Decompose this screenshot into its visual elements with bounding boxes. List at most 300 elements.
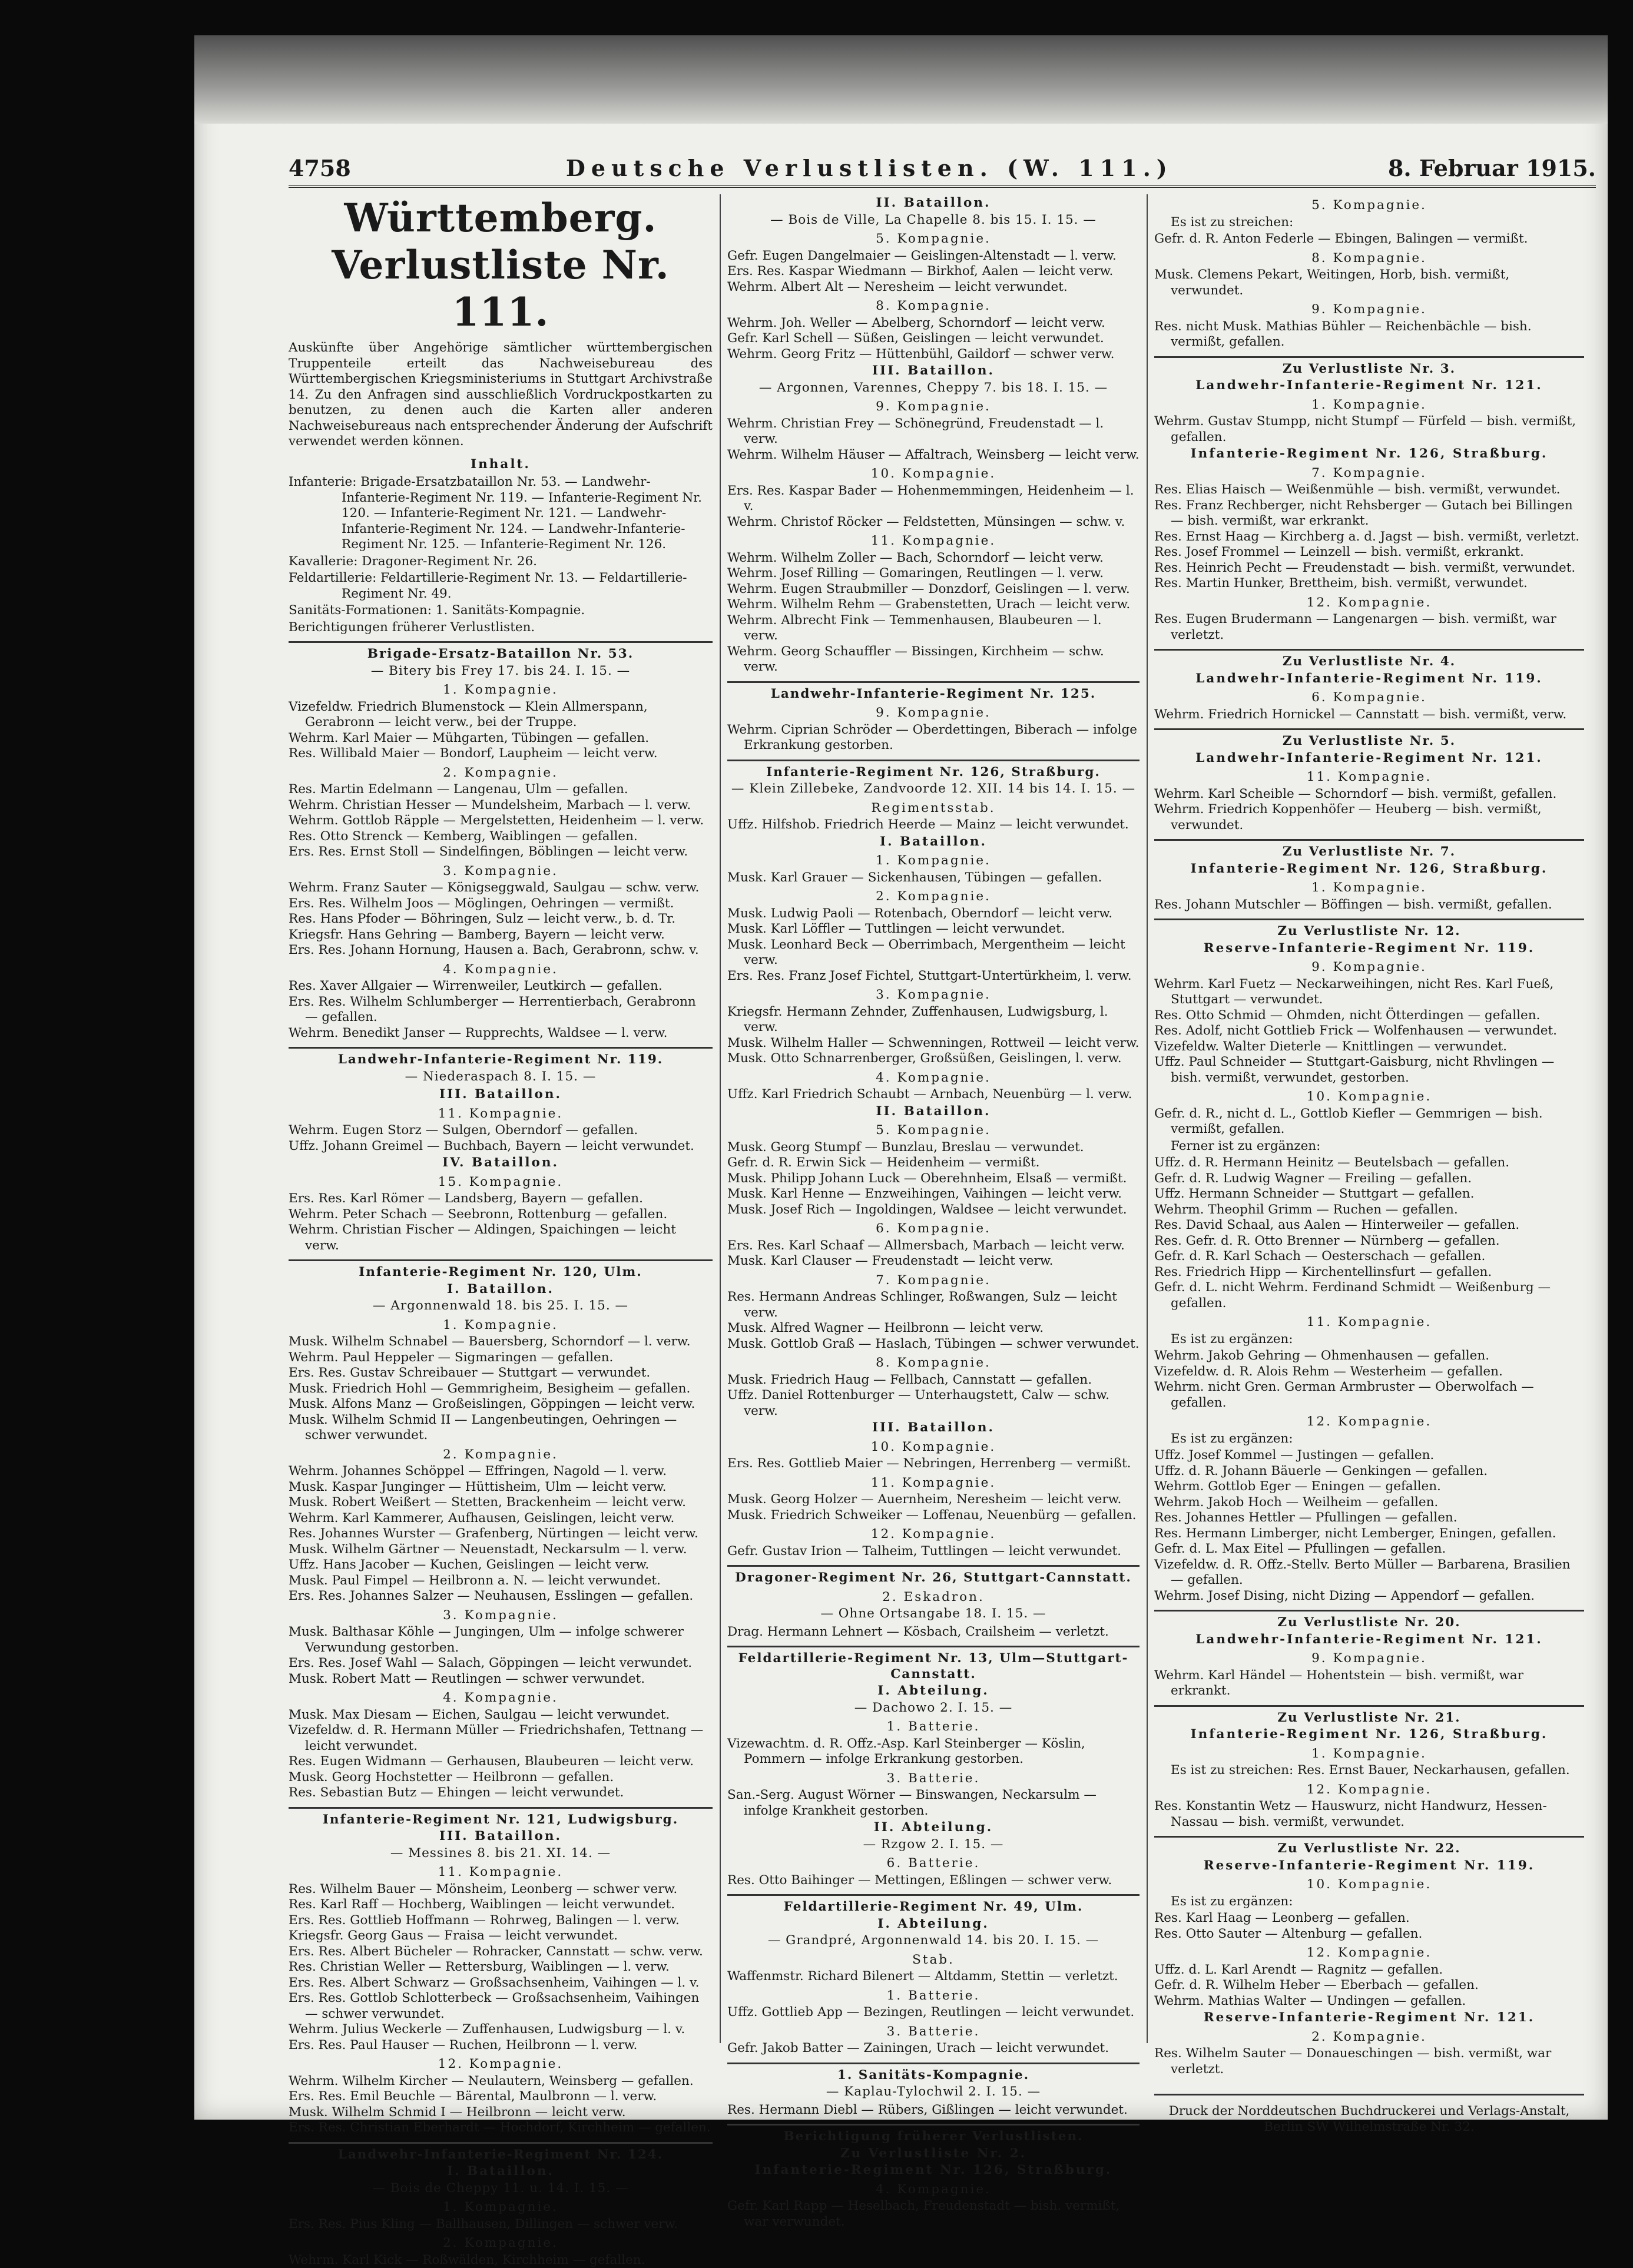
battalion-heading: I. Bataillon. — [289, 2164, 713, 2180]
casualty-entry: Uffz. d. R. Johann Bäuerle — Genkingen — gefallen. — [1154, 1464, 1584, 1480]
casualty-list — [727, 416, 1140, 463]
casualty-entry: Res. Konstantin Wetz — Hauswurz, nicht Handwurz, Hessen-Nassau — bish. vermißt, verwundet. — [1154, 1799, 1584, 1830]
note-line: Es ist zu ergänzen: — [1154, 1894, 1584, 1910]
casualty-entry: Wehrm. Jakob Hoch — Weilheim — gefallen. — [1154, 1495, 1584, 1511]
casualty-entry: Wehrm. Georg Schauffler — Bissingen, Kirchheim — schw. verw. — [727, 644, 1140, 675]
casualty-entry: Res. Christian Weller — Rettersburg, Waiblingen — l. verw. — [289, 1959, 713, 1975]
company-heading: 1. Kompagnie. — [1154, 397, 1584, 413]
company-heading: 12. Kompagnie. — [1154, 1414, 1584, 1430]
casualty-entry: Wehrm. Eugen Straubmiller — Donzdorf, Geislingen — l. verw. — [727, 582, 1140, 598]
casualty-entry: Wehrm. Wilhelm Zoller — Bach, Schorndorf — leicht verw. — [727, 551, 1140, 566]
note-line: Es ist zu ergänzen: — [1154, 1431, 1584, 1447]
casualty-entry: Ers. Res. Kaspar Wiedmann — Birkhof, Aalen — leicht verw. — [727, 264, 1140, 280]
casualty-entry: Wehrm. Gustav Stumpp, nicht Stumpf — Fürfeld — bish. vermißt, gefallen. — [1154, 414, 1584, 445]
battalion-heading: III. Bataillon. — [289, 1829, 713, 1845]
page-number: 4758 — [289, 155, 351, 181]
casualty-entry: Musk. Otto Schnarrenberger, Großsüßen, Geislingen, l. verw. — [727, 1051, 1140, 1067]
casualty-entry: Res. Hermann Diebl — Rübers, Gißlingen — leicht verwundet. — [727, 2103, 1140, 2118]
casualty-entry: Gefr. Karl Rapp — Heselbach, Freudenstadt — bish. vermißt, war verwundet. — [727, 2199, 1140, 2230]
company-heading: 12. Kompagnie. — [289, 2057, 713, 2073]
battalion-heading: I. Bataillon. — [727, 834, 1140, 850]
regiment-heading: Landwehr-Infanterie-Regiment Nr. 121. — [1154, 751, 1584, 767]
regiment-heading: Infanterie-Regiment Nr. 126, Straßburg. — [1154, 861, 1584, 877]
company-heading: 7. Kompagnie. — [727, 1273, 1140, 1289]
column-rule — [1147, 194, 1148, 2043]
casualty-entry: Res. Ernst Haag — Kirchberg a. d. Jagst — bish. vermißt, verletzt. — [1154, 529, 1584, 545]
casualty-list — [727, 1969, 1140, 1985]
casualty-list — [727, 1140, 1140, 1218]
battalion-heading: IV. Bataillon. — [289, 1155, 713, 1171]
company-heading: 1. Kompagnie. — [1154, 1746, 1584, 1762]
casualty-entry: Musk. Karl Henne — Enzweihingen, Vaihingen — leicht verw. — [727, 1186, 1140, 1202]
casualty-entry: Wehrm. Gottlob Räpple — Mergelstetten, Heidenheim — l. verw. — [289, 813, 713, 829]
casualty-entry: Res. Elias Haisch — Weißenmühle — bish. vermißt, verwundet. — [1154, 482, 1584, 498]
company-heading: 10. Kompagnie. — [1154, 1877, 1584, 1893]
casualty-entry: Musk. Philipp Johann Luck — Oberehnheim, Elsaß — vermißt. — [727, 1171, 1140, 1187]
casualty-entry: Wehrm. Eugen Storz — Sulgen, Oberndorf — gefallen. — [289, 1123, 713, 1139]
company-heading: 11. Kompagnie. — [289, 1865, 713, 1881]
company-heading: 3. Kompagnie. — [289, 864, 713, 880]
casualty-entry: Ers. Res. Pius Kling — Ballhausen, Dillingen — schwer verw. — [289, 2217, 713, 2233]
contents-item: Infanterie: Brigade-Ersatzbataillon Nr. 53. — Landwehr-Infanterie-Regiment Nr. 119. — Infanterie-Regiment Nr. 120. — Infanterie-Regiment Nr. 121. — Landwehr-Infanterie-Regiment Nr. 124. — Landwehr-Infanterie-Regiment Nr. 125. — Infanterie-Regiment Nr. 126. — [289, 475, 713, 553]
casualty-entry: Wehrm. Karl Händel — Hohentstein — bish. vermißt, war erkrankt. — [1154, 1668, 1584, 1699]
casualty-list — [727, 817, 1140, 833]
regiment-heading: Infanterie-Regiment Nr. 126, Straßburg. — [1154, 1727, 1584, 1743]
casualty-entry: Musk. Karl Löffler — Tuttlingen — leicht verwundet. — [727, 921, 1140, 937]
casualty-list — [289, 699, 713, 762]
casualty-entry: Musk. Alfred Wagner — Heilbronn — leicht verw. — [727, 1321, 1140, 1337]
section-heading: Landwehr-Infanterie-Regiment Nr. 124. — [289, 2142, 713, 2163]
casualty-list — [727, 1873, 1140, 1889]
company-heading: 2. Kompagnie. — [289, 1447, 713, 1463]
location-line: — Kaplau-Tylochwil 2. I. 15. — — [727, 2084, 1140, 2100]
casualty-entry: Musk. Paul Fimpel — Heilbronn a. N. — leicht verwundet. — [289, 1573, 713, 1589]
casualty-entry: Vizefeldw. d. R. Offz.-Stellv. Berto Müller — Barbarena, Brasilien — gefallen. — [1154, 1557, 1584, 1589]
casualty-entry: Wehrm. Karl Maier — Mühgarten, Tübingen — gefallen. — [289, 731, 713, 747]
casualty-entry: Wehrm. Albrecht Fink — Temmenhausen, Blaubeuren — l. verw. — [727, 613, 1140, 644]
casualty-entry: Vizefeldw. Friedrich Blumenstock — Klein Allmerspann, Gerabronn — leicht verw., bei der Truppe. — [289, 699, 713, 731]
contents-item: Sanitäts-Formationen: 1. Sanitäts-Kompagnie. — [289, 603, 713, 619]
company-heading: 7. Kompagnie. — [1154, 466, 1584, 482]
section-heading: 1. Sanitäts-Kompagnie. — [727, 2063, 1140, 2084]
staff-heading: Stab. — [727, 1952, 1140, 1968]
casualty-entry: Ers. Res. Gottlieb Hoffmann — Rohrweg, Balingen — l. verw. — [289, 1913, 713, 1929]
casualty-list — [289, 880, 713, 959]
casualty-entry: Ers. Res. Gottlob Schlotterbeck — Großsachsenheim, Vaihingen — schwer verwundet. — [289, 1991, 713, 2022]
casualty-entry: Wehrm. Wilhelm Kircher — Neulautern, Weinsberg — gefallen. — [289, 2074, 713, 2090]
corrections-heading: Berichtigung früherer Verlustlisten. — [727, 2124, 1140, 2145]
casualty-entry: Res. Xaver Allgaier — Wirrenweiler, Leutkirch — gefallen. — [289, 979, 713, 994]
list-title: Württemberg. Verlustliste Nr. 111. — [289, 194, 713, 336]
battalion-heading: III. Bataillon. — [289, 1087, 713, 1103]
casualty-entry: Kriegsfr. Hans Gehring — Bamberg, Bayern — leicht verw. — [289, 927, 713, 943]
casualty-entry: Wehrm. Mathias Walter — Undingen — gefallen. — [1154, 1994, 1584, 2010]
casualty-list — [1154, 1106, 1584, 1138]
section-heading: Landwehr-Infanterie-Regiment Nr. 125. — [727, 681, 1140, 702]
battery-heading: 1. Batterie. — [727, 1719, 1140, 1735]
casualty-list — [289, 1464, 713, 1604]
casualty-entry: Res. Martin Hunker, Brettheim, bish. vermißt, verwundet. — [1154, 576, 1584, 592]
casualty-entry: Gefr. d. L. Max Eitel — Pfullingen — gefallen. — [1154, 1541, 1584, 1557]
casualty-entry: Res. Otto Schmid — Ohmden, nicht Ötterdingen — gefallen. — [1154, 1008, 1584, 1024]
casualty-entry: Wehrm. Karl Kick — Roßwälden, Kirchheim — gefallen. — [289, 2253, 713, 2268]
casualty-entry: Res. Johannes Hettler — Pfullingen — gefallen. — [1154, 1510, 1584, 1526]
casualty-entry: Wehrm. Christian Frey — Schönegründ, Freudenstadt — l. verw. — [727, 416, 1140, 447]
casualty-list — [727, 1238, 1140, 1269]
company-heading: 2. Kompagnie. — [289, 2236, 713, 2252]
column-2 — [727, 194, 1140, 2043]
battalion-heading: III. Bataillon. — [727, 363, 1140, 379]
casualty-list — [289, 1123, 713, 1154]
contents-item: Kavallerie: Dragoner-Regiment Nr. 26. — [289, 554, 713, 570]
casualty-entry: Res. Friedrich Hipp — Kirchentellinsfurt — gefallen. — [1154, 1265, 1584, 1281]
casualty-entry: Res. Eugen Widmann — Gerhausen, Blaubeuren — leicht verw. — [289, 1754, 713, 1770]
casualty-list — [727, 551, 1140, 675]
contents-heading: Inhalt. — [289, 457, 713, 473]
squadron-heading: 2. Eskadron. — [727, 1590, 1140, 1606]
casualty-entry: Vizewachtm. d. R. Offz.-Asp. Karl Steinberger — Köslin, Pommern — infolge Erkrankung gestorben. — [727, 1736, 1140, 1768]
casualty-entry: Res. Franz Rechberger, nicht Rehsberger — Gutach bei Billingen — bish. vermißt, war erkrankt. — [1154, 498, 1584, 529]
publication-title: Deutsche Verlustlisten. (W. 111.) — [566, 155, 1173, 181]
battalion-heading: II. Bataillon. — [727, 1104, 1140, 1120]
company-heading: 1. Kompagnie. — [289, 1318, 713, 1334]
company-heading: 3. Kompagnie. — [727, 987, 1140, 1003]
casualty-entry: Res. Martin Edelmann — Langenau, Ulm — gefallen. — [289, 782, 713, 798]
section-heading: Infanterie-Regiment Nr. 126, Straßburg. — [727, 760, 1140, 781]
battalion-heading: I. Bataillon. — [289, 1282, 713, 1298]
casualty-list — [289, 2253, 713, 2268]
casualty-entry: Uffz. d. R. Hermann Heinitz — Beutelsbach — gefallen. — [1154, 1155, 1584, 1171]
casualty-list — [727, 2005, 1140, 2021]
casualty-entry: Ers. Res. Christian Eberhardt — Hochdorf, Kirchheim — gefallen. — [289, 2120, 713, 2136]
casualty-list — [1154, 231, 1584, 247]
section-heading: Feldartillerie-Regiment Nr. 49, Ulm. — [727, 1894, 1140, 1915]
casualty-entry: Musk. Wilhelm Schmid I — Heilbronn — leicht verw. — [289, 2105, 713, 2121]
casualty-entry: Musk. Friedrich Hohl — Gemmrigheim, Besigheim — gefallen. — [289, 1381, 713, 1397]
company-heading: 4. Kompagnie. — [727, 1070, 1140, 1086]
regiment-heading: Infanterie-Regiment Nr. 126, Straßburg. — [727, 2163, 1140, 2179]
reference-heading: Zu Verlustliste Nr. 7. — [1154, 839, 1584, 860]
company-heading: 1. Kompagnie. — [289, 2200, 713, 2216]
company-heading: 1. Kompagnie. — [727, 853, 1140, 869]
casualty-list — [727, 248, 1140, 296]
casualty-entry: Ers. Res. Emil Beuchle — Bärental, Maulbronn — l. verw. — [289, 2089, 713, 2105]
casualty-entry: Drag. Hermann Lehnert — Kösbach, Crailsheim — verletzt. — [727, 1624, 1140, 1640]
casualty-entry: Uffz. d. L. Karl Arendt — Ragnitz — gefallen. — [1154, 1962, 1584, 1978]
casualty-list — [727, 1736, 1140, 1768]
casualty-list — [289, 979, 713, 1041]
casualty-entry: Res. Wilhelm Sauter — Donaueschingen — bish. vermißt, war verletzt. — [1154, 2046, 1584, 2077]
casualty-entry: Musk. Wilhelm Haller — Schwenningen, Rottweil — leicht verw. — [727, 1036, 1140, 1052]
note-line: Es ist zu streichen: — [1154, 215, 1584, 231]
contents-list — [289, 475, 713, 635]
casualty-entry: Uffz. Johann Greimel — Buchbach, Bayern — leicht verwundet. — [289, 1139, 713, 1155]
section-heading: Infanterie-Regiment Nr. 121, Ludwigsburg. — [289, 1807, 713, 1828]
company-heading: 9. Kompagnie. — [1154, 302, 1584, 318]
company-heading: 8. Kompagnie. — [727, 299, 1140, 314]
location-line: — Dachowo 2. I. 15. — — [727, 1700, 1140, 1716]
division-heading: I. Abteilung. — [727, 1683, 1140, 1699]
casualty-list — [1154, 897, 1584, 913]
casualty-entry: Ers. Res. Josef Wahl — Salach, Göppingen — leicht verwundet. — [289, 1656, 713, 1672]
casualty-entry: Gefr. d. R. Anton Federle — Ebingen, Balingen — vermißt. — [1154, 231, 1584, 247]
casualty-list — [1154, 1448, 1584, 1604]
casualty-entry: Musk. Ludwig Paoli — Rotenbach, Oberndorf — leicht verw. — [727, 906, 1140, 922]
page-top-shadow — [194, 35, 1608, 124]
regiment-heading: Landwehr-Infanterie-Regiment Nr. 119. — [1154, 671, 1584, 687]
casualty-entry: Musk. Wilhelm Schnabel — Bauersberg, Schorndorf — l. verw. — [289, 1334, 713, 1350]
casualty-entry: Res. Eugen Brudermann — Langenargen — bish. vermißt, war verletzt. — [1154, 612, 1584, 643]
casualty-entry: Gefr. d. L. nicht Wehrm. Ferdinand Schmidt — Weißenburg — gefallen. — [1154, 1280, 1584, 1311]
casualty-entry: Wehrm. Wilhelm Häuser — Affaltrach, Weinsberg — leicht verw. — [727, 447, 1140, 463]
company-heading: 1. Kompagnie. — [289, 682, 713, 698]
battalion-heading: II. Bataillon. — [727, 195, 1140, 211]
reference-heading: Zu Verlustliste Nr. 4. — [1154, 649, 1584, 670]
casualty-entry: Ers. Res. Johann Hornung, Hausen a. Bach, Gerabronn, schw. v. — [289, 943, 713, 959]
battery-heading: 6. Batterie. — [727, 1856, 1140, 1872]
reference-heading: Zu Verlustliste Nr. 2. — [727, 2146, 1140, 2162]
casualty-list — [727, 1087, 1140, 1103]
casualty-list — [289, 1334, 713, 1444]
casualty-entry: Res. Adolf, nicht Gottlieb Frick — Wolfenhausen — verwundet. — [1154, 1023, 1584, 1039]
casualty-entry: Wehrm. Gottlob Eger — Eningen — gefallen. — [1154, 1479, 1584, 1495]
casualty-entry: Uffz. Hans Jacober — Kuchen, Geislingen — leicht verw. — [289, 1557, 713, 1573]
casualty-entry: Ers. Res. Ernst Stoll — Sindelfingen, Böblingen — leicht verw. — [289, 844, 713, 860]
contents-item: Berichtigungen früherer Verlustlisten. — [289, 620, 713, 636]
casualty-entry: Wehrm. Benedikt Janser — Rupprechts, Waldsee — l. verw. — [289, 1026, 713, 1042]
casualty-entry: Musk. Wilhelm Gärtner — Neuenstadt, Neckarsulm — l. verw. — [289, 1542, 713, 1558]
company-heading: 10. Kompagnie. — [727, 1440, 1140, 1455]
casualty-entry: Wehrm. Christian Hesser — Mundelsheim, Marbach — l. verw. — [289, 798, 713, 814]
casualty-entry: Res. Hermann Andreas Schlinger, Roßwangen, Sulz — leicht verw. — [727, 1289, 1140, 1321]
casualty-entry: Musk. Robert Weißert — Stetten, Brackenheim — leicht verw. — [289, 1495, 713, 1511]
casualty-list — [1154, 1962, 1584, 2010]
reference-heading: Zu Verlustliste Nr. 20. — [1154, 1610, 1584, 1631]
reference-heading: Zu Verlustliste Nr. 3. — [1154, 356, 1584, 377]
company-heading: 15. Kompagnie. — [289, 1175, 713, 1191]
division-heading: I. Abteilung. — [727, 1916, 1140, 1932]
note-line: Es ist zu ergänzen: — [1154, 1332, 1584, 1348]
casualty-list — [289, 1707, 713, 1801]
reference-heading: Zu Verlustliste Nr. 12. — [1154, 919, 1584, 940]
casualty-entry: Vizefeldw. d. R. Hermann Müller — Friedrichshafen, Tettnang — leicht verwundet. — [289, 1723, 713, 1754]
location-line: — Grandpré, Argonnenwald 14. bis 20. I. 15. — — [727, 1933, 1140, 1949]
company-heading: 5. Kompagnie. — [727, 231, 1140, 247]
casualty-entry: Ers. Res. Karl Schaaf — Allmersbach, Marbach — leicht verw. — [727, 1238, 1140, 1254]
regiment-heading: Landwehr-Infanterie-Regiment Nr. 121. — [1154, 1632, 1584, 1648]
casualty-list — [1154, 482, 1584, 592]
casualty-list — [727, 1289, 1140, 1352]
casualty-entry: Wehrm. Karl Scheible — Schorndorf — bish. vermißt, gefallen. — [1154, 787, 1584, 803]
company-heading: 2. Kompagnie. — [727, 889, 1140, 905]
company-heading: 4. Kompagnie. — [289, 962, 713, 978]
company-heading: 4. Kompagnie. — [289, 1690, 713, 1706]
casualty-list — [727, 2041, 1140, 2057]
intro-paragraph: Auskünfte über Angehörige sämtlicher württembergischen Truppenteile erteilt das Nachweisebureau des Württembergischen Kriegsministeriums in Stuttgart Archivstraße 14. Zu den Anfragen sind ausschließlich Vordruckpostkarten zu benutzen, zu denen auch die Karten aller anderen Nachweisebureaus nach entsprechender Änderung der Aufschrift verwendet werden können. — [289, 340, 713, 450]
column-3 — [1154, 194, 1584, 2043]
casualty-entry: Wehrm. Josef Rilling — Gomaringen, Reutlingen — l. verw. — [727, 566, 1140, 582]
note-line: Ferner ist zu ergänzen: — [1154, 1139, 1584, 1155]
casualty-list — [727, 1004, 1140, 1067]
casualty-entry: Musk. Georg Hochstetter — Heilbronn — gefallen. — [289, 1770, 713, 1786]
company-heading: 9. Kompagnie. — [1154, 1651, 1584, 1667]
casualty-entry: Musk. Leonhard Beck — Oberrimbach, Mergentheim — leicht verw. — [727, 937, 1140, 969]
casualty-entry: Uffz. Daniel Rottenburger — Unterhaugstett, Calw — schw. verw. — [727, 1388, 1140, 1419]
casualty-list — [289, 2074, 713, 2136]
company-heading: 12. Kompagnie. — [1154, 1945, 1584, 1961]
casualty-entry: Wehrm. Josef Dising, nicht Dizing — Appendorf — gefallen. — [1154, 1589, 1584, 1604]
casualty-entry: Ers. Res. Johannes Salzer — Neuhausen, Esslingen — gefallen. — [289, 1589, 713, 1604]
casualty-list — [727, 906, 1140, 984]
company-heading: 12. Kompagnie. — [727, 1527, 1140, 1543]
casualty-entry: San.-Serg. August Wörner — Binswangen, Neckarsulm — infolge Krankheit gestorben. — [727, 1788, 1140, 1819]
casualty-entry: Res. Willibald Maier — Bondorf, Laupheim — leicht verw. — [289, 746, 713, 762]
casualty-list — [1154, 2046, 1584, 2077]
casualty-list — [289, 2217, 713, 2233]
casualty-entry: Res. David Schaal, aus Aalen — Hinterweiler — gefallen. — [1154, 1218, 1584, 1234]
casualty-entry: Musk. Balthasar Köhle — Jungingen, Ulm — infolge schwerer Verwundung gestorben. — [289, 1624, 713, 1656]
casualty-entry: Musk. Karl Clauser — Freudenstadt — leicht verw. — [727, 1254, 1140, 1269]
casualty-entry: Res. Hermann Limberger, nicht Lemberger, Eningen, gefallen. — [1154, 1526, 1584, 1542]
casualty-list — [727, 2199, 1140, 2230]
casualty-entry: Musk. Friedrich Schweiker — Loffenau, Neuenbürg — gefallen. — [727, 1508, 1140, 1524]
casualty-list — [1154, 612, 1584, 643]
casualty-entry: Musk. Friedrich Haug — Fellbach, Cannstatt — gefallen. — [727, 1372, 1140, 1388]
casualty-entry: Gefr. d. R. Ludwig Wagner — Freiling — gefallen. — [1154, 1171, 1584, 1187]
casualty-list — [1154, 319, 1584, 350]
location-line: — Argonnenwald 18. bis 25. I. 15. — — [289, 1298, 713, 1314]
casualty-entry: Gefr. Eugen Dangelmaier — Geislingen-Altenstadt — l. verw. — [727, 248, 1140, 264]
location-line: — Niederaspach 8. I. 15. — — [289, 1069, 713, 1085]
casualty-entry: Wehrm. Wilhelm Rehm — Grabenstetten, Urach — leicht verw. — [727, 597, 1140, 613]
company-heading: 11. Kompagnie. — [727, 1475, 1140, 1491]
casualty-entry: Ers. Res. Paul Hauser — Ruchen, Heilbronn — l. verw. — [289, 2038, 713, 2054]
casualty-entry: Musk. Georg Stumpf — Bunzlau, Breslau — verwundet. — [727, 1140, 1140, 1156]
casualty-list — [1154, 707, 1584, 723]
casualty-entry: Ers. Res. Albert Bücheler — Rohracker, Cannstatt — schw. verw. — [289, 1944, 713, 1960]
casualty-entry: Wehrm. Karl Fuetz — Neckarweihingen, nicht Res. Karl Fueß, Stuttgart — verwundet. — [1154, 977, 1584, 1008]
regiment-heading: Reserve-Infanterie-Regiment Nr. 119. — [1154, 1858, 1584, 1874]
casualty-entry: Res. Otto Baihinger — Mettingen, Eßlingen — schwer verw. — [727, 1873, 1140, 1889]
location-line: — Messines 8. bis 21. XI. 14. — — [289, 1846, 713, 1862]
company-heading: 6. Kompagnie. — [727, 1221, 1140, 1237]
company-heading: 11. Kompagnie. — [289, 1106, 713, 1122]
casualty-entry: Wehrm. Albert Alt — Neresheim — leicht verwundet. — [727, 280, 1140, 296]
casualty-entry: Musk. Georg Holzer — Auernheim, Neresheim — leicht verw. — [727, 1492, 1140, 1508]
casualty-entry: Res. Sebastian Butz — Ehingen — leicht verwundet. — [289, 1785, 713, 1801]
company-heading: 9. Kompagnie. — [727, 705, 1140, 721]
casualty-entry: Res. Heinrich Pecht — Freudenstadt — bish. vermißt, verwundet. — [1154, 561, 1584, 576]
casualty-list — [727, 1456, 1140, 1472]
location-line: — Bois de Cheppy 11. u. 14. I. 15. — — [289, 2181, 713, 2197]
casualty-list — [289, 782, 713, 860]
casualty-list — [1154, 977, 1584, 1086]
location-line: — Bitery bis Frey 17. bis 24. I. 15. — — [289, 664, 713, 679]
battalion-heading: III. Bataillon. — [727, 1420, 1140, 1436]
column-rule — [720, 194, 721, 2043]
company-heading: 9. Kompagnie. — [1154, 960, 1584, 976]
casualty-entry: Kriegsfr. Georg Gaus — Fraisa — leicht verwundet. — [289, 1928, 713, 1944]
casualty-entry: Res. Johann Mutschler — Böffingen — bish. vermißt, gefallen. — [1154, 897, 1584, 913]
casualty-list — [1154, 787, 1584, 834]
casualty-list — [727, 483, 1140, 530]
company-heading: 12. Kompagnie. — [1154, 1782, 1584, 1798]
page-header — [289, 150, 1596, 188]
casualty-entry: Wehrm. Theophil Grimm — Ruchen — gefallen. — [1154, 1202, 1584, 1218]
casualty-entry: Res. nicht Musk. Mathias Bühler — Reichenbächle — bish. vermißt, gefallen. — [1154, 319, 1584, 350]
location-line: — Argonnen, Varennes, Cheppy 7. bis 18. I. 15. — — [727, 380, 1140, 396]
casualty-list — [727, 1544, 1140, 1560]
regiment-heading: Reserve-Infanterie-Regiment Nr. 119. — [1154, 941, 1584, 957]
regiment-heading: Landwehr-Infanterie-Regiment Nr. 121. — [1154, 378, 1584, 394]
section-heading: Landwehr-Infanterie-Regiment Nr. 119. — [289, 1047, 713, 1068]
casualty-entry: Res. Gefr. d. R. Otto Brenner — Nürnberg — gefallen. — [1154, 1234, 1584, 1249]
casualty-entry: Wehrm. Franz Sauter — Königseggwald, Saulgau — schw. verw. — [289, 880, 713, 896]
casualty-entry: Ers. Res. Karl Römer — Landsberg, Bayern — gefallen. — [289, 1191, 713, 1207]
casualty-list — [727, 722, 1140, 754]
casualty-entry: Musk. Kaspar Junginger — Hüttisheim, Ulm — leicht verw. — [289, 1480, 713, 1496]
company-heading: 9. Kompagnie. — [727, 399, 1140, 415]
casualty-list — [727, 1372, 1140, 1420]
casualty-entry: Wehrm. Christof Röcker — Feldstetten, Münsingen — schw. v. — [727, 515, 1140, 530]
casualty-entry: Res. Karl Raff — Hochberg, Waiblingen — leicht verwundet. — [289, 1897, 713, 1913]
reference-heading: Zu Verlustliste Nr. 22. — [1154, 1836, 1584, 1857]
casualty-entry: Musk. Clemens Pekart, Weitingen, Horb, bish. vermißt, verwundet. — [1154, 267, 1584, 299]
contents-item: Feldartillerie: Feldartillerie-Regiment Nr. 13. — Feldartillerie-Regiment Nr. 49. — [289, 571, 713, 602]
casualty-entry: Res. Karl Haag — Leonberg — gefallen. — [1154, 1911, 1584, 1927]
casualty-entry: Wehrm. Jakob Gehring — Ohmenhausen — gefallen. — [1154, 1348, 1584, 1364]
column-1 — [289, 194, 713, 2043]
casualty-entry: Uffz. Hermann Schneider — Stuttgart — gefallen. — [1154, 1186, 1584, 1202]
casualty-entry: Gefr. d. R., nicht d. L., Gottlob Kiefler — Gemmrigen — bish. vermißt, gefallen. — [1154, 1106, 1584, 1138]
company-heading: 5. Kompagnie. — [1154, 198, 1584, 214]
casualty-entry: Gefr. d. R. Wilhelm Heber — Eberbach — gefallen. — [1154, 1978, 1584, 1994]
casualty-entry: Wehrm. Georg Fritz — Hüttenbühl, Gaildorf — schwer verw. — [727, 347, 1140, 363]
division-heading: II. Abteilung. — [727, 1820, 1140, 1836]
casualty-list — [1154, 1348, 1584, 1411]
company-heading: 8. Kompagnie. — [1154, 251, 1584, 267]
battery-heading: 1. Batterie. — [727, 1988, 1140, 2004]
casualty-entry: Ers. Res. Albert Schwarz — Großsachsenheim, Vaihingen — l. v. — [289, 1975, 713, 1991]
casualty-entry: Musk. Max Diesam — Eichen, Saulgau — leicht verwundet. — [289, 1707, 713, 1723]
section-heading: Infanterie-Regiment Nr. 120, Ulm. — [289, 1259, 713, 1281]
company-heading: 12. Kompagnie. — [1154, 595, 1584, 611]
casualty-list — [1154, 267, 1584, 299]
casualty-entry: Uffz. Karl Friedrich Schaubt — Arnbach, Neuenbürg — l. verw. — [727, 1087, 1140, 1103]
casualty-list — [1154, 1799, 1584, 1830]
casualty-list — [727, 316, 1140, 363]
casualty-list — [727, 870, 1140, 886]
location-line: — Rzgow 2. I. 15. — — [727, 1837, 1140, 1853]
casualty-entry: Vizefeldw. Walter Dieterle — Knittlingen — verwundet. — [1154, 1039, 1584, 1055]
casualty-entry: Ers. Res. Gottlieb Maier — Nebringen, Herrenberg — vermißt. — [727, 1456, 1140, 1472]
casualty-entry: Res. Wilhelm Bauer — Mönsheim, Leonberg — schwer verw. — [289, 1882, 713, 1898]
casualty-list — [289, 1882, 713, 2054]
casualty-list — [1154, 1668, 1584, 1699]
casualty-entry: Gefr. Karl Schell — Süßen, Geislingen — leicht verwundet. — [727, 331, 1140, 347]
casualty-list — [727, 1492, 1140, 1523]
casualty-entry: Wehrm. Peter Schach — Seebronn, Rottenburg — gefallen. — [289, 1207, 713, 1223]
casualty-entry: Wehrm. Ciprian Schröder — Oberdettingen, Biberach — infolge Erkrankung gestorben. — [727, 722, 1140, 754]
casualty-entry: Uffz. Gottlieb App — Bezingen, Reutlingen — leicht verwundet. — [727, 2005, 1140, 2021]
company-heading: 2. Kompagnie. — [1154, 2030, 1584, 2045]
casualty-entry: Musk. Wilhelm Schmid II — Langenbeutingen, Oehringen — schwer verwundet. — [289, 1412, 713, 1444]
casualty-entry: Musk. Josef Rich — Ingoldingen, Waldsee — leicht verwundet. — [727, 1202, 1140, 1218]
casualty-list — [1154, 1911, 1584, 1942]
company-heading: 11. Kompagnie. — [1154, 770, 1584, 785]
casualty-entry: Wehrm. nicht Gren. German Armbruster — Oberwolfach — gefallen. — [1154, 1380, 1584, 1411]
printer-imprint: Druck der Norddeutschen Buchdruckerei und Verlags-Anstalt, Berlin SW Wilhelmstraße Nr. 32. — [1154, 2094, 1584, 2135]
